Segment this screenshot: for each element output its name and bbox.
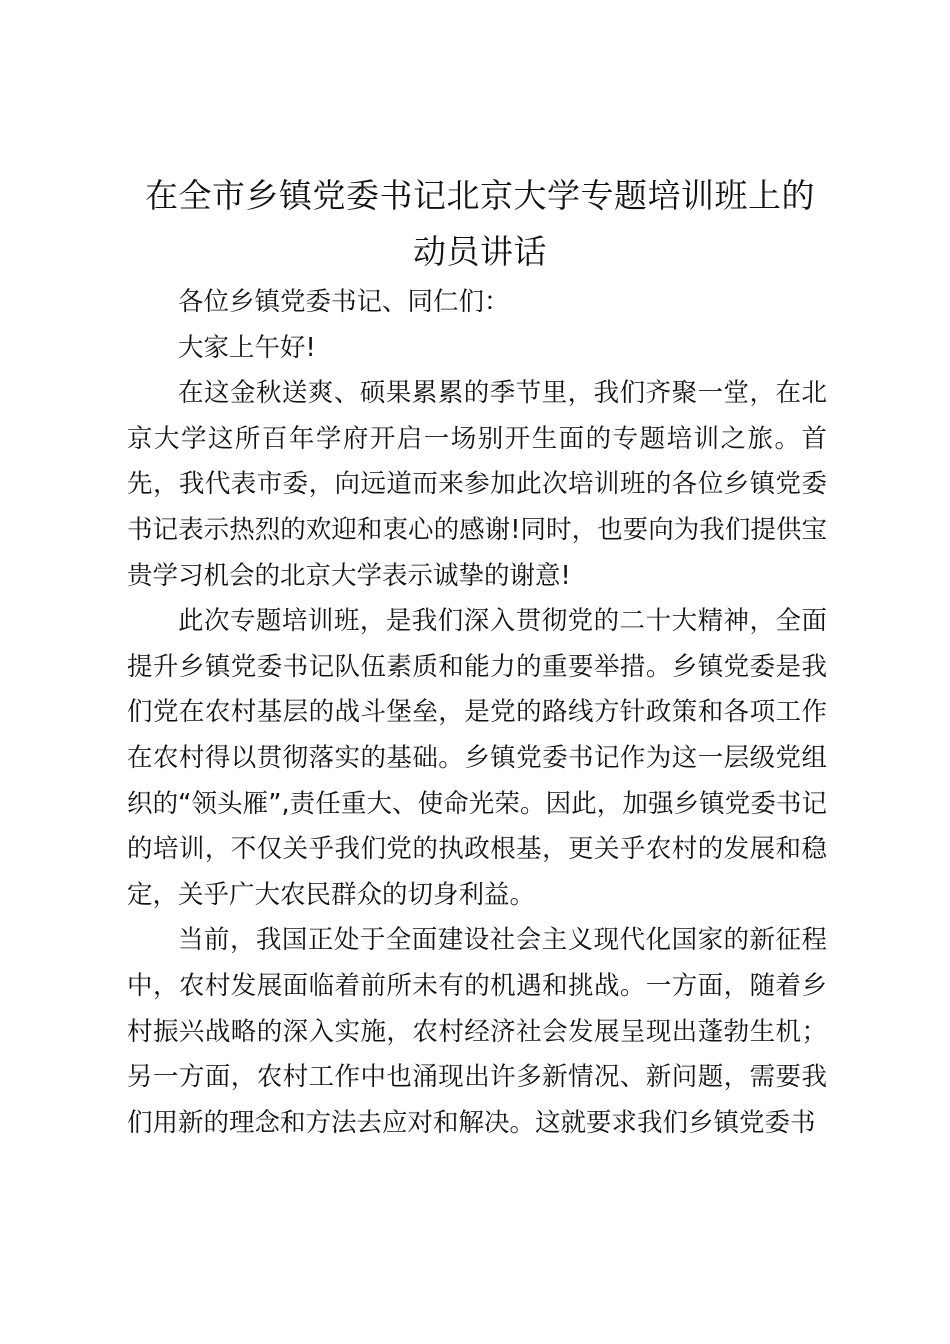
- body-paragraph: 当前，我国正处于全面建设社会主义现代化国家的新征程中，农村发展面临着前所未有的机遇和挑战。一方面，随着乡村振兴战略的深入实施，农村经济社会发展呈现出蓬勃生机；另一方面，农村工作中也涌现出许多新情况、新问题，需要我们用新的理念和方法去应对和解决。这就要求我们乡镇党委书: [127, 925, 827, 1138]
- body-paragraph: 在这金秋送爽、硕果累累的季节里，我们齐聚一堂，在北京大学这所百年学府开启一场别开生面的专题培训之旅。首先，我代表市委，向远道而来参加此次培训班的各位乡镇党委书记表示热烈的欢迎和衷心的感谢!同时，也要向为我们提供宝贵学习机会的北京大学表示诚挚的谢意!: [127, 378, 827, 591]
- document-body: [127, 280, 827, 1146]
- document-title: [120, 168, 840, 280]
- title-line-2: 动员讲话: [413, 232, 547, 271]
- body-paragraph: 此次专题培训班，是我们深入贯彻党的二十大精神，全面提升乡镇党委书记队伍素质和能力的重要举措。乡镇党委是我们党在农村基层的战斗堡垒，是党的路线方针政策和各项工作在农村得以贯彻落实的基础。乡镇党委书记作为这一层级党组织的“领头雁”,责任重大、使命光荣。因此，加强乡镇党委书记的培训，不仅关乎我们党的执政根基，更关乎农村的发展和稳定，关乎广大农民群众的切身利益。: [127, 606, 827, 910]
- title-line-1: 在全市乡镇党委书记北京大学专题培训班上的: [145, 176, 815, 215]
- greeting: 大家上午好!: [178, 332, 316, 363]
- salutation: 各位乡镇党委书记、同仁们：: [178, 287, 510, 317]
